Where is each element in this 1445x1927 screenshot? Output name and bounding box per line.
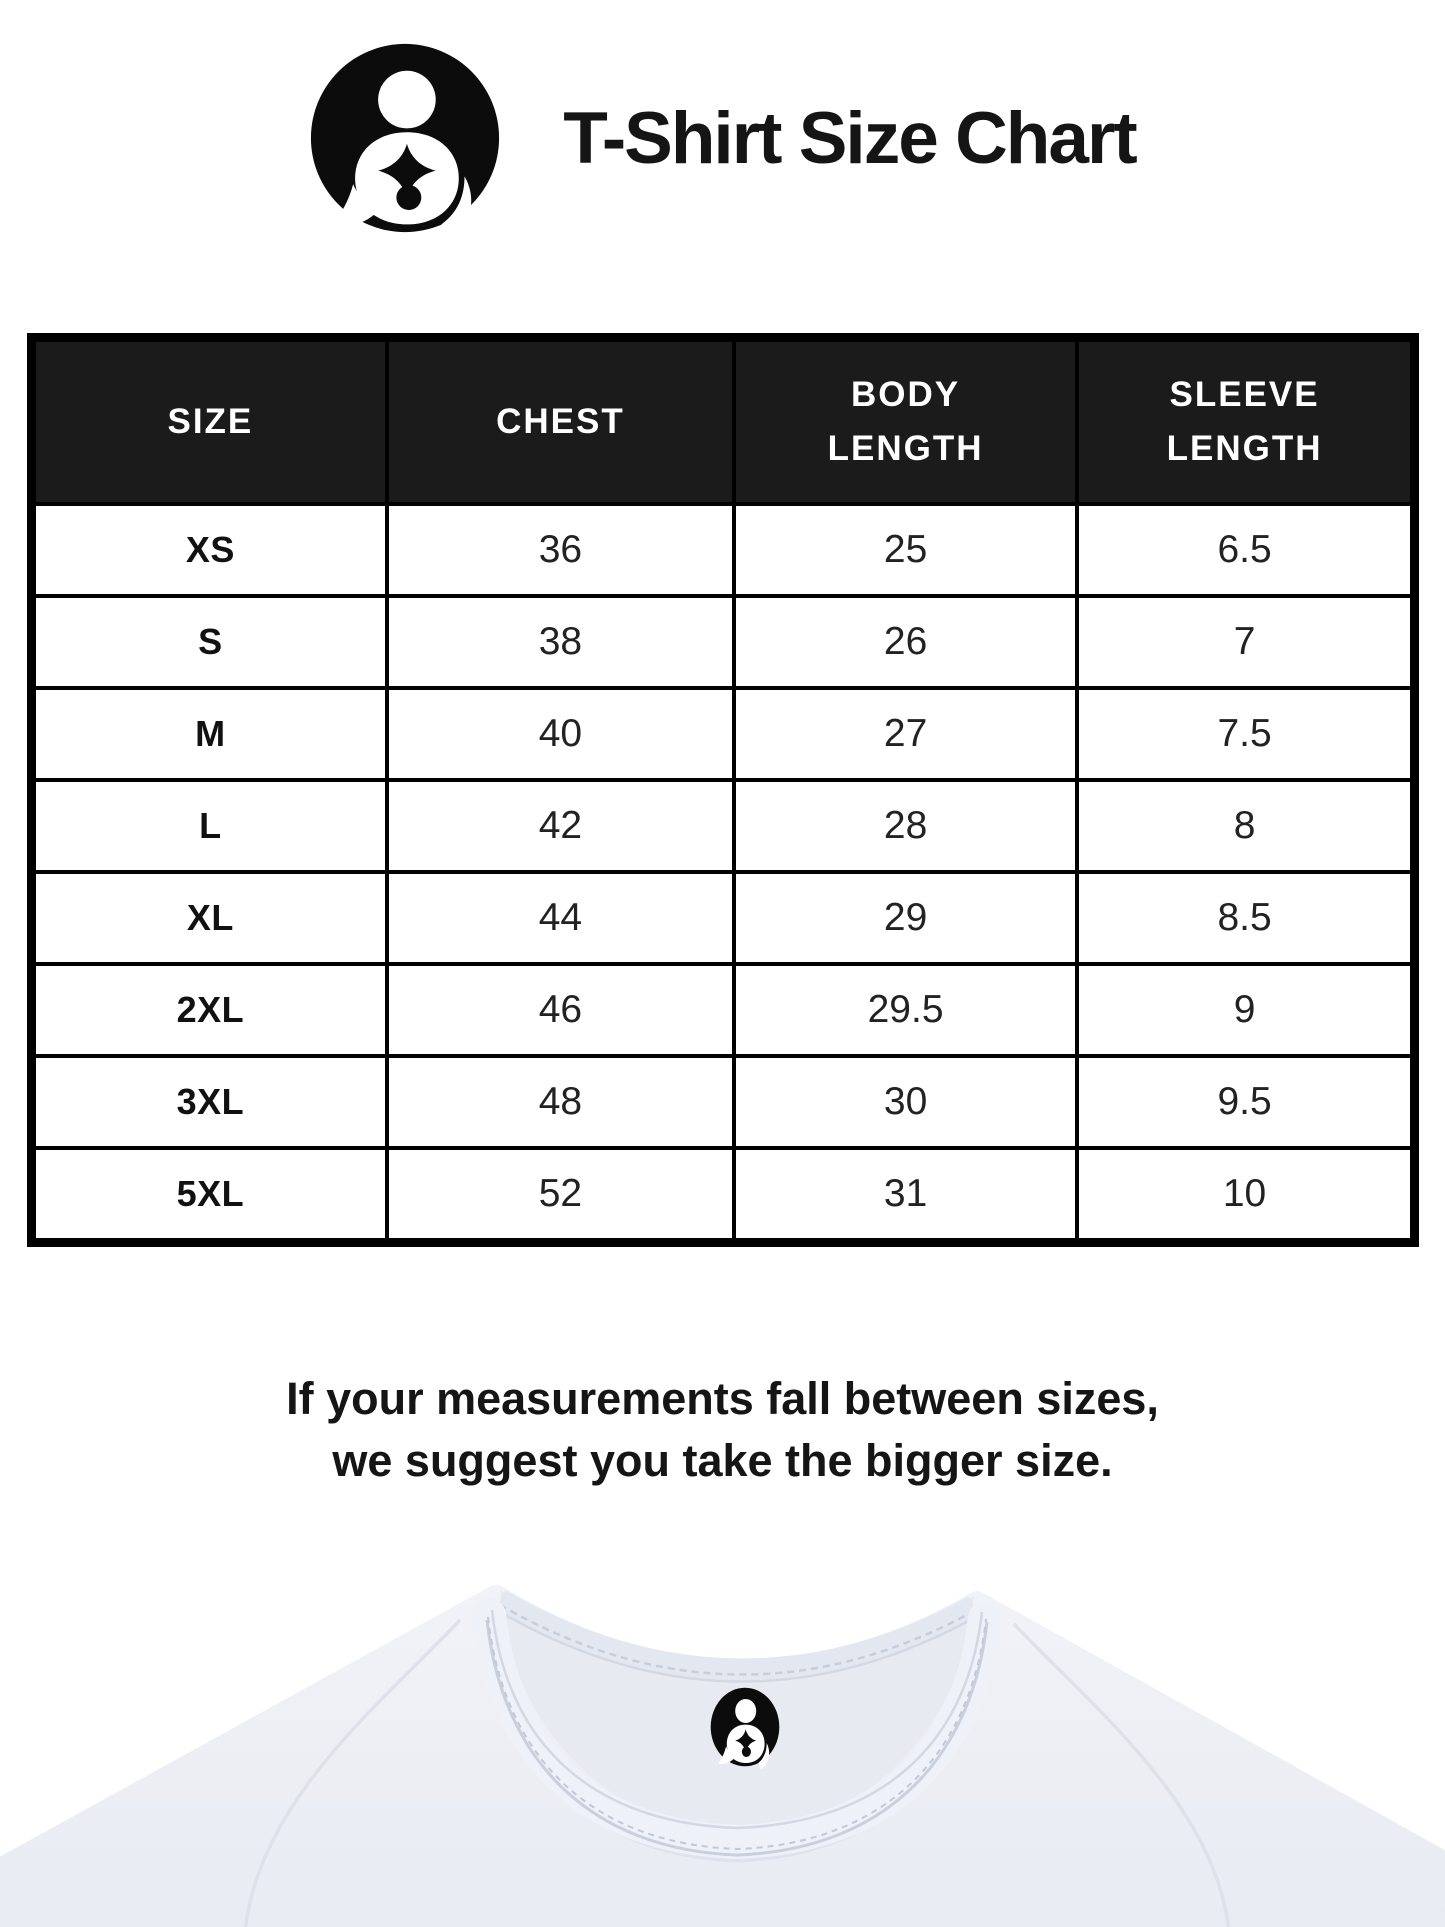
size-cell: L [34,780,387,872]
body-length-cell: 29 [734,872,1077,964]
table-row [34,1056,1412,1148]
column-header-body-length-label: BODY LENGTH [827,374,984,468]
tshirt-collar-image [0,1560,1445,1927]
size-table-body [34,504,1412,1240]
column-header-chest [387,340,734,504]
body-length-cell: 25 [734,504,1077,596]
sleeve-length-cell: 8 [1077,780,1412,872]
column-header-body-length [734,340,1077,504]
table-row [34,596,1412,688]
table-row [34,504,1412,596]
chest-cell: 36 [387,504,734,596]
column-header-sleeve-length [1077,340,1412,504]
sleeve-length-cell: 9.5 [1077,1056,1412,1148]
size-cell: M [34,688,387,780]
size-cell: XS [34,504,387,596]
sizing-note [0,1368,1445,1492]
body-length-cell: 28 [734,780,1077,872]
size-table-header [34,340,1412,504]
chest-cell: 40 [387,688,734,780]
body-length-cell: 26 [734,596,1077,688]
size-table-container [27,333,1419,1247]
table-row [34,688,1412,780]
sleeve-length-cell: 6.5 [1077,504,1412,596]
body-length-cell: 31 [734,1148,1077,1240]
sleeve-length-cell: 9 [1077,964,1412,1056]
chest-cell: 44 [387,872,734,964]
header-row [34,340,1412,504]
chest-cell: 52 [387,1148,734,1240]
sleeve-length-cell: 7 [1077,596,1412,688]
size-cell: 5XL [34,1148,387,1240]
size-cell: 2XL [34,964,387,1056]
sleeve-length-cell: 7.5 [1077,688,1412,780]
column-header-chest-label: CHEST [496,401,625,441]
body-length-cell: 29.5 [734,964,1077,1056]
chest-cell: 38 [387,596,734,688]
size-cell: 3XL [34,1056,387,1148]
table-row [34,1148,1412,1240]
size-table [32,338,1414,1242]
table-row [34,780,1412,872]
chest-cell: 48 [387,1056,734,1148]
size-cell: XL [34,872,387,964]
column-header-size-label: SIZE [167,401,254,441]
body-length-cell: 27 [734,688,1077,780]
chest-cell: 42 [387,780,734,872]
sleeve-length-cell: 10 [1077,1148,1412,1240]
brand-header [0,40,1445,236]
sleeve-length-cell: 8.5 [1077,872,1412,964]
sizing-note-line-2: we suggest you take the bigger size. [332,1435,1113,1486]
column-header-sleeve-length-label: SLEEVE LENGTH [1166,374,1323,468]
chest-cell: 46 [387,964,734,1056]
mother-and-child-logo-icon [309,42,501,234]
column-header-size [34,340,387,504]
table-row [34,872,1412,964]
table-row [34,964,1412,1056]
sizing-note-line-1: If your measurements fall between sizes, [286,1373,1159,1424]
body-length-cell: 30 [734,1056,1077,1148]
page-title: T-Shirt Size Chart [563,97,1136,179]
size-cell: S [34,596,387,688]
